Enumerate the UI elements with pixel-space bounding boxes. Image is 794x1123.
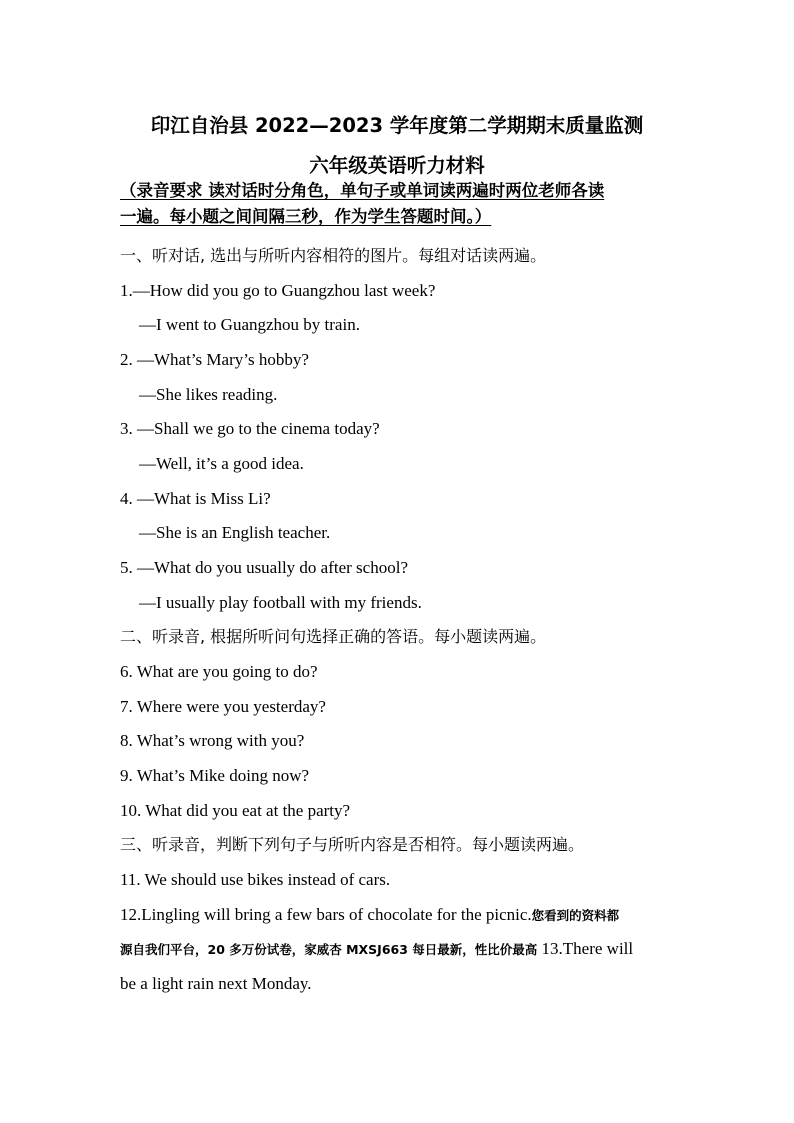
document-subtitle: 六年级英语听力材料 [309, 154, 485, 177]
ad-text-part-1: 您看到的资料都 [531, 908, 620, 923]
question-12-line [120, 904, 619, 927]
question-8: 8. What’s wrong with you? [120, 731, 305, 750]
question-9: 9. What’s Mike doing now? [120, 766, 310, 785]
requirement-line-1: （录音要求 读对话时分角色，单句子或单词读两遍时两位老师各读 [120, 181, 605, 200]
question-10: 10. What did you eat at the party? [120, 801, 351, 820]
question-11: 11. We should use bikes instead of cars. [120, 870, 391, 889]
section-2-heading: 二、听录音, 根据所听问句选择正确的答语。每小题读两遍。 [120, 627, 547, 646]
answer-1: —I went to Guangzhou by train. [139, 315, 360, 334]
question-2: 2. —What’s Mary’s hobby? [120, 350, 309, 369]
question-7: 7. Where were you yesterday? [120, 697, 326, 716]
answer-3: —Well, it’s a good idea. [139, 454, 304, 473]
answer-2: —She likes reading. [139, 385, 278, 404]
question-1: 1.—How did you go to Guangzhou last week? [120, 281, 436, 300]
recording-requirement [120, 178, 680, 230]
ad-line [120, 938, 633, 961]
ad-text-part-2: 源自我们平台，20 多万份试卷，家威杏 MXSJ663 每日最新，性比价最高 [120, 942, 538, 957]
question-6: 6. What are you going to do? [120, 662, 318, 681]
question-12: 12.Lingling will bring a few bars of chocolate for the picnic. [120, 905, 532, 924]
question-3: 3. —Shall we go to the cinema today? [120, 419, 380, 438]
document-title: 印江自治县 2022—2023 学年度第二学期期末质量监测 [150, 114, 644, 137]
answer-5: —I usually play football with my friends. [139, 593, 422, 612]
question-13-end: be a light rain next Monday. [120, 974, 312, 993]
section-1-heading: 一、听对话, 选出与所听内容相符的图片。每组对话读两遍。 [120, 246, 547, 265]
question-4: 4. —What is Miss Li? [120, 489, 271, 508]
requirement-line-2: 一遍。每小题之间间隔三秒，作为学生答题时间。） [120, 207, 492, 226]
section-3-heading: 三、听录音，判断下列句子与所听内容是否相符。每小题读两遍。 [120, 835, 585, 854]
answer-4: —She is an English teacher. [139, 523, 331, 542]
question-5: 5. —What do you usually do after school? [120, 558, 408, 577]
question-13-start: 13.There will [541, 939, 634, 958]
